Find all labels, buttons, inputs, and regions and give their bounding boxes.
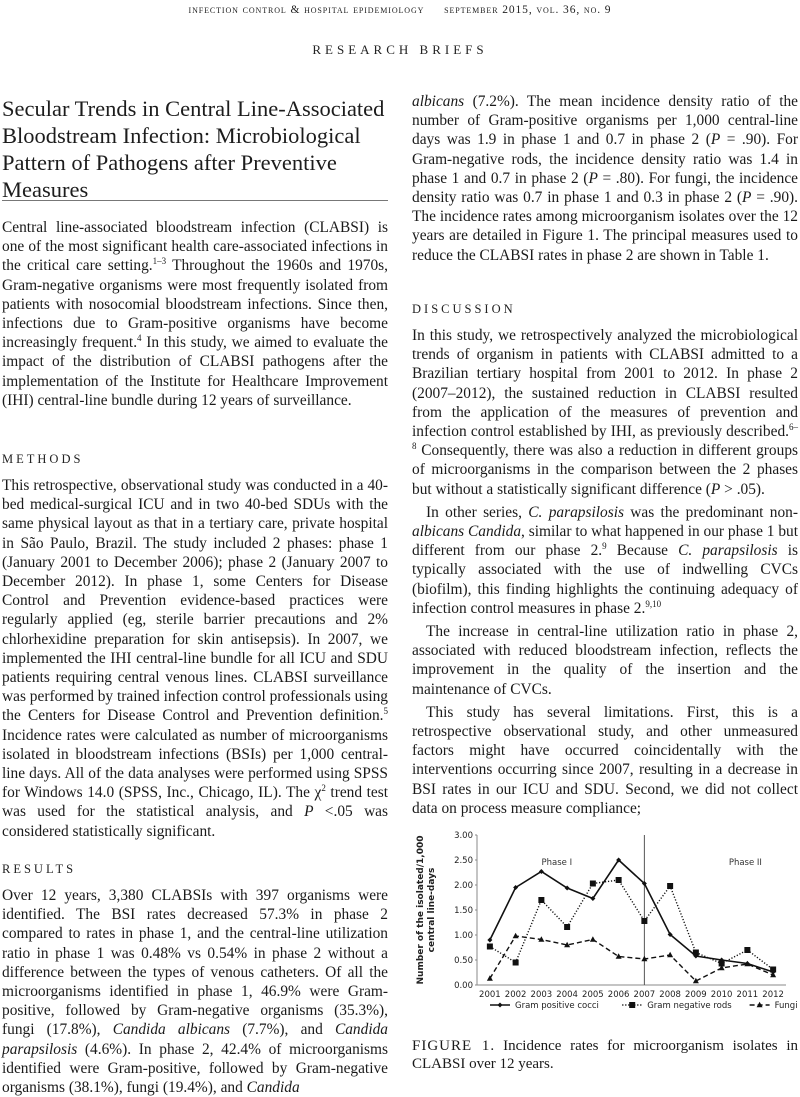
methods-heading: METHODS	[2, 452, 84, 466]
svg-text:2001: 2001	[479, 990, 501, 1000]
series-fungi	[487, 933, 776, 983]
plot-area	[454, 831, 786, 1000]
results-paragraph-part1: Over 12 years, 3,380 CLABSIs with 397 organisms were identified. The BSI rates decreased 57.3% in phase 2 compared to rates in phase 1, and the central-line utilization ratio in phase 1 was 0.48% vs 0.54% in phase 2 without a difference between the types of venous catheters. Of all the microorganisms identified in phase 1, 46.9% were Gram-positive, followed by Gram-negative organisms (35.3%), fungi (17.8%), Candida albicans (7.7%), and Candida parapsilosis (4.6%). In phase 2, 42.4% of microorganisms identified were Gram-positive, followed by Gram-negative organisms (38.1%), fungi (19.4%), and Candida	[2, 887, 388, 1097]
discussion-heading: DISCUSSION	[412, 302, 516, 316]
intro-section	[2, 218, 388, 410]
discussion-paragraph-4: This study has several limitations. First, this is a retrospective observational study, and other unmeasured factors might have occurred coincidentally with the interventions occurring since 2007, resulting in a decrease in BSI rates in our ICU and SDU. Second, we did not collect data on process measure compliance;	[412, 703, 798, 817]
figure-caption-text: Incidence rates for microorganism isolates in CLABSI over 12 years.	[412, 1038, 798, 1072]
svg-text:2011: 2011	[736, 990, 759, 1000]
title-divider	[2, 200, 388, 201]
svg-text:Number of the isolated/1,000: Number of the isolated/1,000	[416, 835, 426, 985]
discussion-section	[412, 302, 798, 317]
results-section	[2, 862, 388, 877]
results-paragraph-part2: albicans (7.2%). The mean incidence density ratio of the number of Gram-positive organisms per 1,000 central-line days was 1.9 in phase 1 and 0.7 in phase 2 (P = .90). For Gram-negative rods, the incidence density ratio was 1.4 in phase 1 and 0.7 in phase 2 (P = .80). For fungi, the incidence density ratio was 0.7 in phase 1 and 0.3 in phase 2 (P = .90). The incidence rates among microorganism isolates over the 12 years are detailed in Figure 1. The principal measures used to reduce the CLABSI rates in phase 2 are shown in Table 1.	[412, 93, 798, 264]
methods-paragraph: This retrospective, observational study was conducted in a 40-bed medical-surgical ICU and in two 40-bed SDUs with the same physical layout as that in a tertiary care, private hospital in São Paulo, Brazil. The study included 2 phases: phase 1 (January 2001 to December 2006); phase 2 (January 2007 to December 2012). In phase 1, some Centers for Disease Control and Prevention evidence-based practices were regularly applied (eg, sterile barrier precautions and 2% chlorhexidine preparation for skin antisepsis). In 2007, we implemented the IHI central-line bundle for all ICU and SDU patients requiring central venous lines. CLABSI surveillance was performed by trained infection control professionals using the Centers for Disease Control and Prevention definition.$^5$ Incidence rates were calculated as number of microorganisms isolated in bloodstream infections (BSIs) per 1,000 central-line days. All of the data analyses were performed using SPSS for Windows 14.0 (SPSS, Inc., Chicago, IL). The $\chi^2$ trend test was used for the statistical analysis, and P <.05 was considered statistically significant.	[2, 477, 388, 840]
methods-section	[2, 452, 388, 467]
figure-label: FIGURE 1.	[412, 1038, 496, 1054]
svg-text:2003: 2003	[530, 990, 553, 1000]
intro-paragraph: Central line-associated bloodstream infection (CLABSI) is one of the most significant health care-associated infections in the critical care setting.$^{1-3}$ Throughout the 1960s and 1970s, Gram-negative organisms were most frequently isolated from patients with nosocomial bloodstream infections. Since then, infections due to Gram-positive organisms have become increasingly frequent.$^4$ In this study, we aimed to evaluate the impact of the distribution of CLABSI pathogens after the implementation of the Institute for Healthcare Improvement (IHI) central-line bundle during 12 years of surveillance.	[2, 219, 388, 409]
svg-text:2012: 2012	[762, 990, 784, 1000]
figure-1-chart	[410, 822, 800, 1014]
svg-text:Phase I: Phase I	[541, 858, 573, 868]
svg-text:0.00: 0.00	[454, 981, 473, 991]
svg-text:2008: 2008	[659, 990, 681, 1000]
svg-text:2.50: 2.50	[454, 856, 473, 866]
figure-caption	[412, 1037, 798, 1073]
article-title: Secular Trends in Central Line-Associated Bloodstream Infection: Microbiological Pattern of Pathogens after Preventive Measures	[2, 96, 385, 202]
svg-text:1.50: 1.50	[454, 906, 473, 916]
svg-text:Fungi: Fungi	[774, 1001, 798, 1011]
svg-text:Gram negative rods: Gram negative rods	[647, 1001, 732, 1011]
discussion-body	[412, 326, 798, 818]
issue-info: september 2015, vol. 36, no. 9	[444, 4, 612, 16]
svg-text:1.00: 1.00	[454, 931, 473, 941]
svg-text:central line-days: central line-days	[427, 867, 437, 953]
journal-name: infection control & hospital epidemiology	[188, 4, 425, 16]
svg-text:2007: 2007	[633, 990, 656, 1000]
section-kicker: RESEARCH BRIEFS	[312, 42, 488, 57]
running-head	[0, 4, 800, 16]
results-heading: RESULTS	[2, 862, 77, 876]
svg-text:2009: 2009	[685, 990, 707, 1000]
svg-text:Phase II: Phase II	[728, 858, 762, 868]
svg-text:0.50: 0.50	[454, 956, 473, 966]
svg-text:3.00: 3.00	[454, 831, 473, 841]
series-gram-positive-cocci	[487, 858, 775, 975]
results-body	[2, 886, 388, 1097]
results-continued	[412, 92, 798, 265]
methods-body	[2, 476, 388, 841]
svg-text:Gram positive cocci: Gram positive cocci	[515, 1001, 599, 1011]
svg-text:2002: 2002	[504, 990, 527, 1000]
discussion-paragraph-3: The increase in central-line utilization ratio in phase 2, associated with reduced bloodstream infection, reflects the improvement in the quality of the insertion and the maintenance of CVCs.	[412, 623, 798, 698]
svg-text:2.00: 2.00	[454, 881, 473, 891]
line-chart	[410, 822, 800, 1014]
svg-text:2006: 2006	[607, 990, 630, 1000]
chart-legend	[490, 1001, 798, 1011]
discussion-paragraph-2: In other series, C. parapsilosis was the predominant non-albicans Candida, similar to what happened in our phase 1 but different from our phase 2.$^9$ Because C. parapsilosis is typically associated with the use of indwelling CVCs (biofilm), this finding highlights the continuing adequacy of infection control measures in phase 2.$^{9,10}$	[412, 503, 799, 617]
svg-text:2010: 2010	[710, 990, 733, 1000]
discussion-paragraph-1: In this study, we retrospectively analyzed the microbiological trends of organism in patients with CLABSI admitted to a Brazilian tertiary hospital from 2001 to 2012. In phase 2 (2007–2012), the sustained reduction in CLABSI resulted from the application of the measures of prevention and infection control established by IHI, as previously described.$^{6-8}$ Consequently, there was also a reduction in different groups of microorganisms in the comparison between the 2 phases but without a statistically significant difference (P > .05).	[412, 327, 798, 498]
svg-text:2004: 2004	[556, 990, 578, 1000]
y-axis-label	[416, 835, 437, 984]
svg-text:2005: 2005	[582, 990, 604, 1000]
